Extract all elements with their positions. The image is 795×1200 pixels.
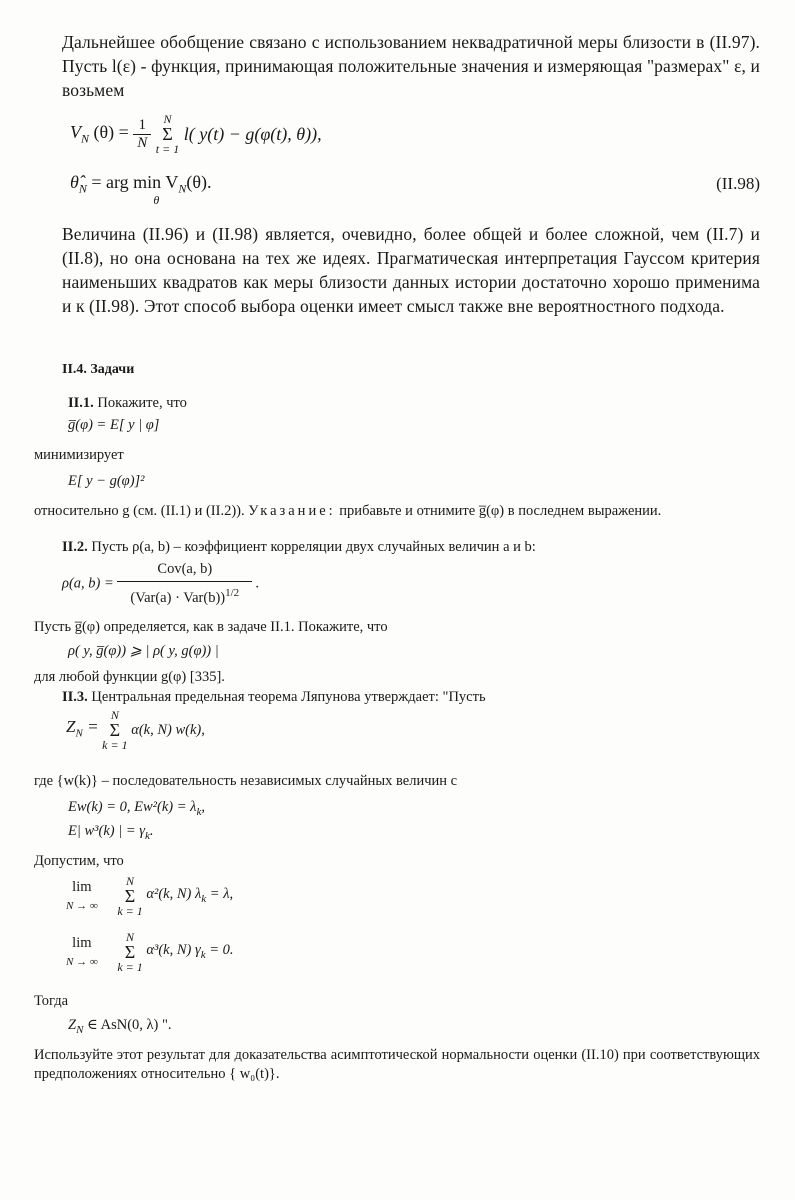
problem-2-fraction xyxy=(117,560,252,608)
eq1-body: l( y(t) − g(φ(t), θ)), xyxy=(183,124,322,144)
problem-3-text: Центральная предельная теорема Ляпунова утверждает: "Пусть xyxy=(91,689,486,705)
problem-3-lim1-tail: = λ, xyxy=(209,885,234,902)
problem-3-concl-post: ∈ AsN(0, λ) ". xyxy=(87,1017,172,1033)
problem-3-sum-top: N xyxy=(110,708,119,722)
problem-1-number: II.1. xyxy=(68,395,94,411)
problem-3-lim1-label: lim xyxy=(72,878,92,895)
problem-3-then: Тогда xyxy=(34,993,69,1009)
eq1-lhs-sub: N xyxy=(81,131,90,146)
problem-3-lim1-sub: N → ∞ xyxy=(66,899,98,912)
problem-2-eq-lhs: ρ(a, b) = xyxy=(62,575,114,592)
eq1-frac-num: 1 xyxy=(133,117,151,135)
problem-3-cond2-text: E| w³(k) | = γ xyxy=(68,823,145,839)
problem-3-zn-lhs: Z xyxy=(66,717,76,737)
eq1-arg: (θ) = xyxy=(93,122,129,143)
equation-number: (II.98) xyxy=(716,174,760,193)
problem-3-final: Используйте этот результат для доказательства асимптотической нормальности оценки (II.10) при соответствующих предположениях относительно { w₀(t)}. xyxy=(34,1047,760,1082)
section-heading: II.4. Задачи xyxy=(62,362,135,377)
problem-3-lim2-sum-bot: k = 1 xyxy=(117,960,143,974)
intro-paragraph: Дальнейшее обобщение связано с использованием неквадратичной меры близости в (II.97). Пусть l(ε) - функция, принимающая положительные значения и измеряющая "размерах" ε, и возьмем xyxy=(62,32,760,100)
problem-3-sum: N Σ k = 1 xyxy=(102,708,128,752)
problem-3-zn-body: α(k, N) w(k), xyxy=(131,722,205,738)
problem-3-cond2-sub: k xyxy=(144,829,150,842)
problem-3-number: II.3. xyxy=(62,689,88,705)
problem-3-limit-1 xyxy=(62,874,764,926)
problem-1-line xyxy=(62,394,766,413)
problem-1-after xyxy=(34,502,760,521)
body-paragraph: Величина (II.96) и (II.98) является, очевидно, более общей и более сложной, чем (II.7) и (II.8), но она основана на тех же идеях. Прагматическая интерпретация Гауссом критерия наименьших квадратов как меры близости данных истории достаточно хорошо применима и к (II.98). Этот способ выбора оценки имеет смысл также вне вероятностного подхода. xyxy=(62,224,760,316)
problem-1-eq-a: g̅(φ) = E[ y | φ] xyxy=(68,417,160,433)
eq2-lhs-sub: N xyxy=(78,181,87,196)
problem-3-lim1-sum-top: N xyxy=(126,874,135,888)
problem-2-text: Пусть ρ(a, b) – коэффициент корреляции двух случайных величин a и b: xyxy=(91,539,536,555)
problem-2-line3: для любой функции g(φ) [335]. xyxy=(34,669,225,685)
problem-3-cond2: E| w³(k) | = $\gamma_k$. xyxy=(68,823,154,842)
problem-3-lim2-sum: N Σ k = 1 xyxy=(117,930,143,974)
equation-theta-hat xyxy=(62,172,760,212)
problem-3-zn-equation: $Z_N$ = N Σ k = 1 α(k, N) w(k), xyxy=(66,708,205,752)
problem-3-line xyxy=(62,688,760,707)
problem-3-lim2-tail: = 0. xyxy=(209,941,234,958)
eq1-fraction xyxy=(133,117,151,152)
problem-1-text: Покажите, что xyxy=(97,395,187,411)
problem-3-cond1-text: Ew(k) = 0, Ew²(k) = λ xyxy=(68,799,197,815)
problem-2-equation: ρ(a, b) = $\frac{\text{Cov(a, b)}}{(Var(a) \cdot Var(b))^{1/2}}$ . xyxy=(62,561,260,606)
problem-3-cond1: Ew(k) = 0, $Ew^2(k) = \lambda_k$, xyxy=(68,799,205,818)
eq1-frac-den: N xyxy=(137,135,148,151)
problem-3-lim2-body-sub: k xyxy=(200,948,206,961)
problem-3-where: где {w(k)} – последовательность независимых случайных величин с xyxy=(34,773,458,789)
problem-2-inequality: ρ( y, g̅(φ)) ⩾ | ρ( y, g(φ)) | xyxy=(68,643,219,659)
eq1-sum-top: N xyxy=(163,112,172,126)
problem-1-hint-label: Указание: xyxy=(248,503,336,519)
eq2-rhs-post: (θ). xyxy=(186,172,212,192)
problem-3-zn-sub: N xyxy=(75,727,83,740)
problem-1-after-post: прибавьте и отнимите g̅(φ) в последнем выражении. xyxy=(339,503,662,519)
problem-2-line2: Пусть g̅(φ) определяется, как в задаче II.1. Покажите, что xyxy=(34,619,388,635)
eq1-lhs: V xyxy=(70,122,81,143)
eq2-rhs-sub: N xyxy=(178,181,187,196)
problem-2-line xyxy=(62,538,760,557)
problem-2-eq-den: (Var(a) · Var(b)) xyxy=(130,589,226,606)
problem-1-minimizes: минимизирует xyxy=(34,447,124,463)
problem-3-lim1-body: α²(k, N) λ xyxy=(146,885,202,902)
problem-3-cond1-sub: k xyxy=(196,805,202,818)
problem-3-concl-sub: N xyxy=(76,1023,84,1036)
problem-3-lim1-body-sub: k xyxy=(201,892,207,905)
problem-3-lim1-sum-bot: k = 1 xyxy=(117,904,143,918)
problem-3-assume: Допустим, что xyxy=(34,853,124,869)
problem-1-after-pre: относительно g (см. (II.1) и (II.2)). xyxy=(34,503,245,519)
problem-3-concl-z: Z xyxy=(68,1017,77,1033)
problem-3-lim2-label: lim xyxy=(72,934,92,951)
eq2-min-sub: θ xyxy=(153,193,160,207)
eq1-sum: N Σ t = 1 xyxy=(155,112,180,156)
eq2-rhs-pre: = arg min V xyxy=(91,172,179,192)
problem-3-limit-2 xyxy=(62,930,764,982)
equation-vn xyxy=(62,112,760,162)
problem-3-sum-bot: k = 1 xyxy=(102,738,128,752)
problem-3-lim2-sub: N → ∞ xyxy=(66,955,98,968)
problem-2-eq-den-exp: 1/2 xyxy=(225,587,240,599)
problem-2-number: II.2. xyxy=(62,539,88,555)
problem-3-lim2-body: α³(k, N) γ xyxy=(146,941,201,958)
eq2-lhs: θ̂ xyxy=(70,172,79,192)
eq1-sum-bot: t = 1 xyxy=(155,142,180,156)
problem-2-eq-num: Cov(a, b) xyxy=(117,560,252,582)
problem-3-conclusion xyxy=(62,1016,766,1040)
problem-3-lim2-sum-top: N xyxy=(126,930,135,944)
problem-3-lim1-sum: N Σ k = 1 xyxy=(117,874,143,918)
problem-1-eq-b: E[ y − g(φ)]² xyxy=(68,473,145,489)
